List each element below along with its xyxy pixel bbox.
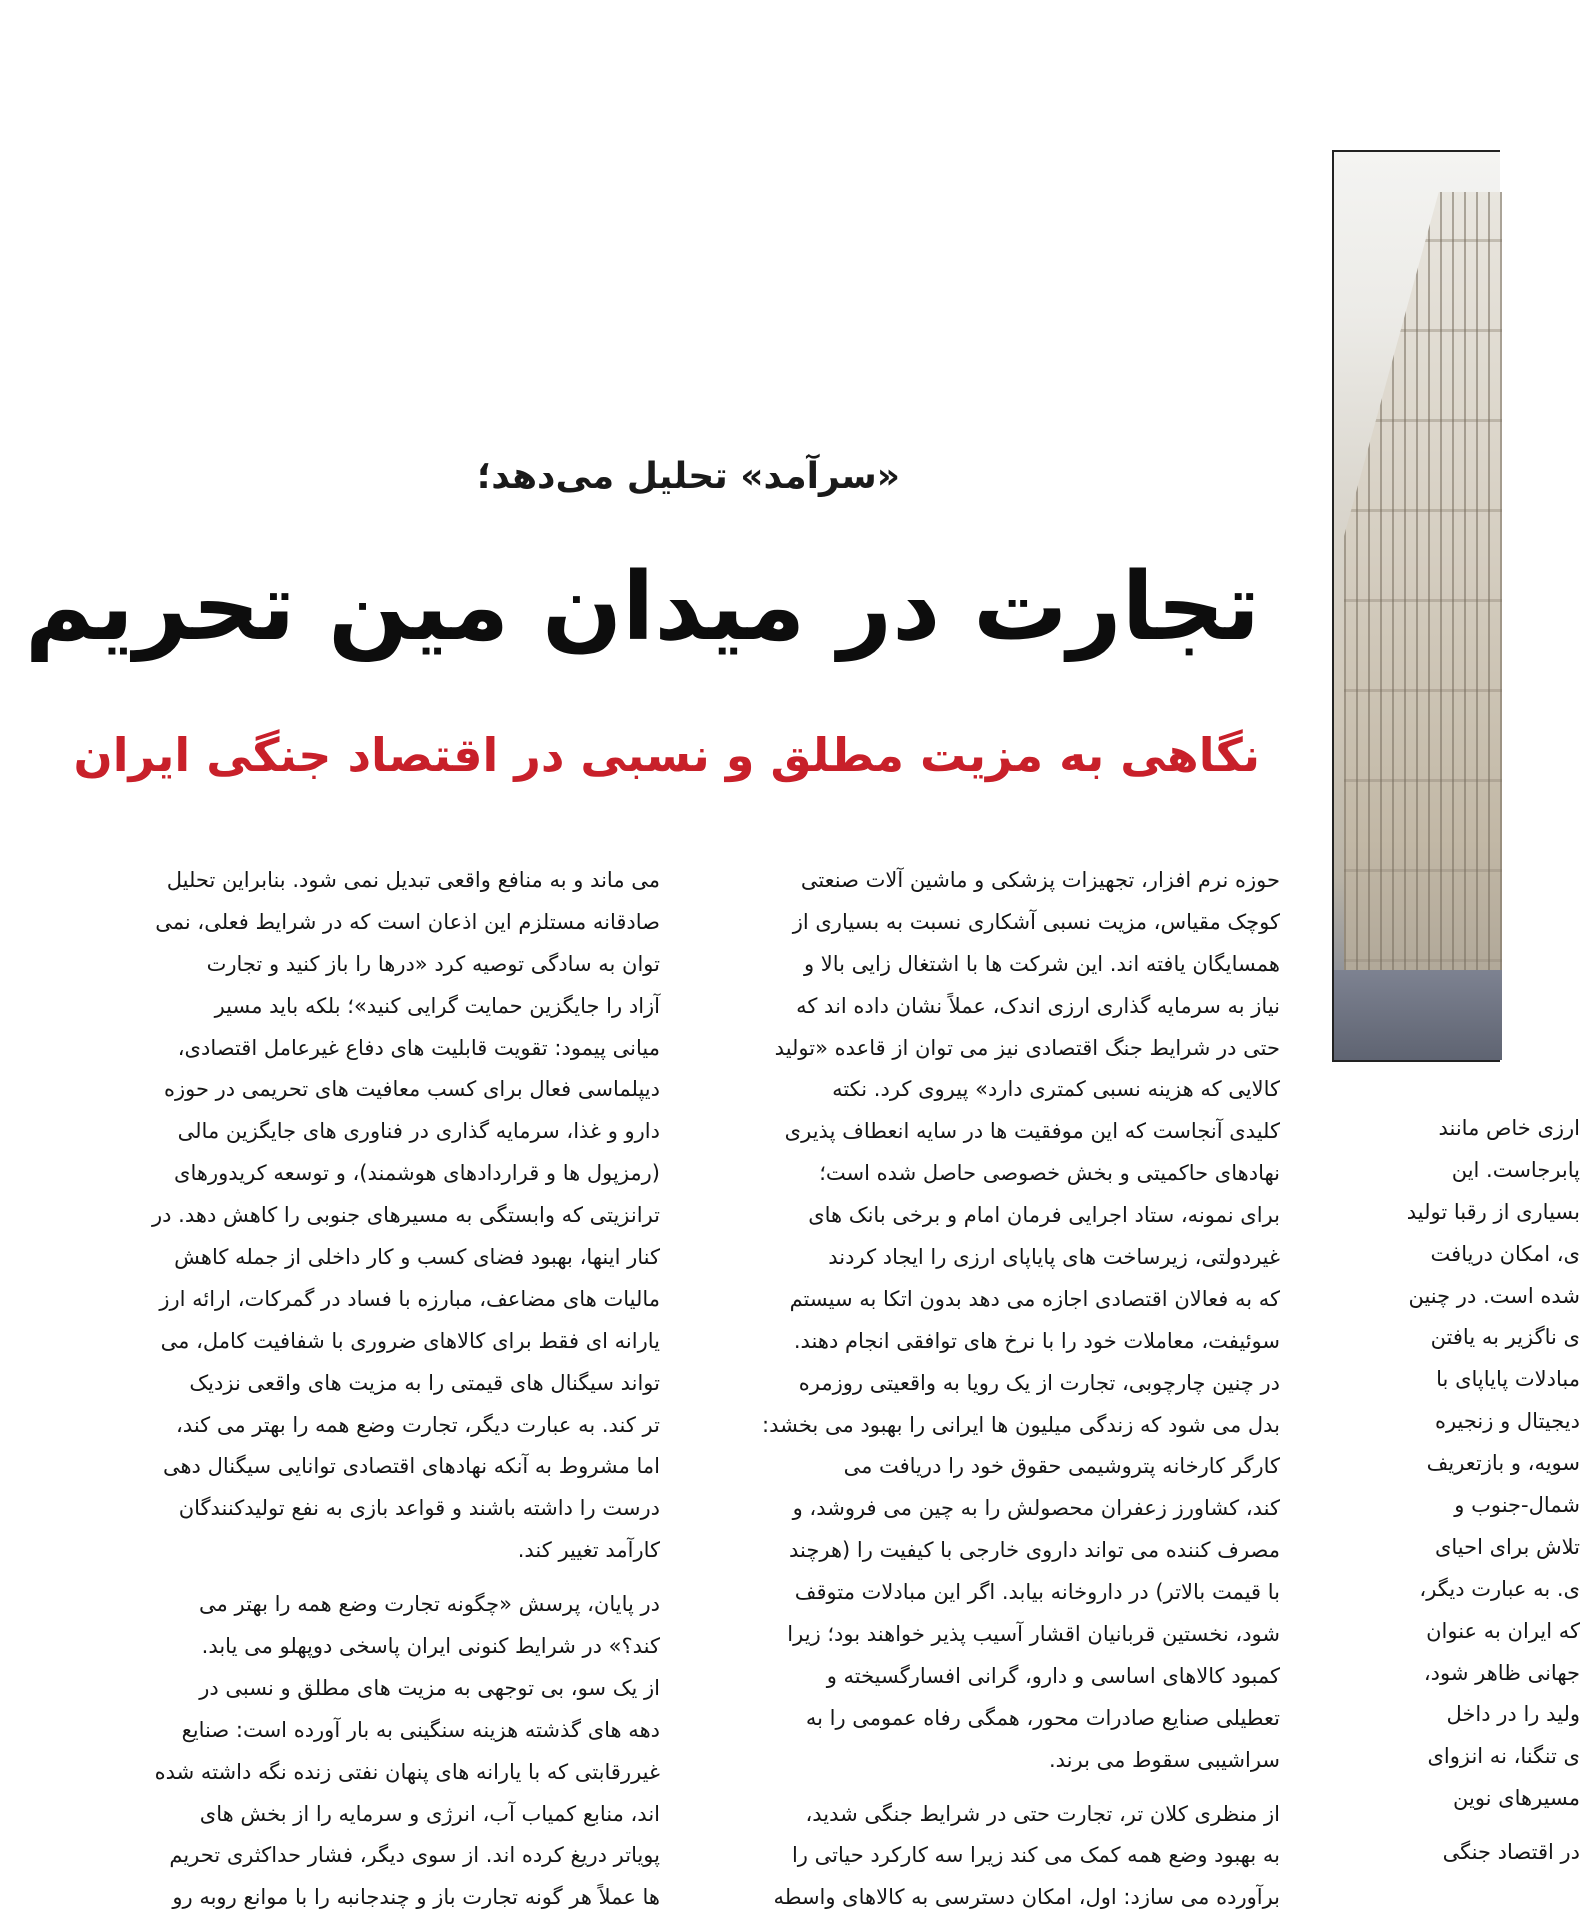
text-line: با قیمت بالاتر) در داروخانه بیابد. اگر این مبادلات متوقف [794,1580,1280,1605]
text-line: سوئیفت، معاملات خود را با نرخ های توافقی انجام دهند. [793,1328,1280,1353]
article-subtitle: نگاهی به مزیت مطلق و نسبی در اقتصاد جنگی ایران [73,728,1260,782]
text-line: سویه، و بازتعریف [1426,1451,1580,1476]
text-line: تر کند. به عبارت دیگر، تجارت وضع همه را بهتر می کند، [176,1412,660,1437]
text-line: برای نمونه، ستاد اجرایی فرمان امام و برخی بانک های [808,1203,1280,1228]
text-line: که ایران به عنوان [1426,1618,1580,1643]
text-line: میانی پیمود: تقویت قابلیت های دفاع غیرعامل اقتصادی، [177,1035,660,1060]
text-line: درست را داشته باشند و قواعد بازی به نفع تولیدکنندگان [178,1496,660,1521]
text-line: پویاتر دریغ کرده اند. از سوی دیگر، فشار حداکثری تحریم [169,1843,660,1868]
text-line: اما مشروط به آنکه نهادهای اقتصادی توانایی سیگنال دهی [162,1454,660,1479]
text-line: (رمزپول ها و قراردادهای هوشمند)، و توسعه کریدورهای [174,1161,660,1186]
text-line: که به فعالان اقتصادی اجازه می دهد بدون اتکا به سیستم [789,1286,1280,1311]
text-line: یارانه ای فقط برای کالاهای ضروری با شفافیت کامل، می [160,1328,660,1353]
text-line: در چنین چارچوبی، تجارت از یک رویا به واقعیتی روزمره [798,1370,1280,1395]
text-line: حوزه نرم افزار، تجهیزات پزشکی و ماشین آلات صنعتی [800,868,1280,892]
text-line: کالایی که هزینه نسبی کمتری دارد» پیروی کرد. نکته [832,1077,1280,1102]
body-column-left [86,860,660,1910]
text-line: آزاد را جایگزین حمایت گرایی کنید»؛ بلکه باید مسیر [214,993,660,1018]
text-line: تواند سیگنال های قیمتی را به مزیت های واقعی نزدیک [189,1370,660,1395]
text-line: نیاز به سرمایه گذاری ارزی اندک، عملاً نشان داده اند که [796,993,1280,1018]
text-line: تعطیلی صنایع صادرات محور، همگی رفاه عمومی را به [805,1705,1280,1730]
text-line: غیررقابتی که با یارانه های پنهان نفتی زنده نگه داشته شده [154,1759,660,1784]
text-line: ی تنگنا، نه انزوای [1427,1744,1580,1769]
text-line: کارآمد تغییر کند. [517,1538,660,1563]
text-line: ولید را در داخل [1446,1702,1580,1727]
text-line: تلاش برای احیای [1434,1534,1580,1559]
containers-photo [1332,150,1500,1062]
text-line: می ماند و به منافع واقعی تبدیل نمی شود. بنابراین تحلیل [166,868,660,892]
text-line: ها عملاً هر گونه تجارت باز و چندجانبه را با موانع روبه رو [172,1885,660,1910]
text-line: کمبود کالاهای اساسی و دارو، گرانی افسارگسیخته و [826,1663,1280,1688]
text-line: مسیرهای نوین [1452,1786,1580,1811]
body-column-right [708,860,1280,1910]
text-line: کوچک مقیاس، مزیت نسبی آشکاری نسبت به بسیاری از [792,909,1280,934]
text-line: در اقتصاد جنگی [1442,1840,1580,1865]
text-line: همسایگان یافته اند. این شرکت ها با اشتغال زایی بالا و [803,951,1280,976]
text-line: بسیاری از رقبا تولید [1406,1199,1580,1224]
text-line: ی. به عبارت دیگر، [1419,1576,1580,1601]
text-line: نهادهای حاکمیتی و بخش خصوصی حاصل شده است؛ [819,1161,1280,1186]
text-line: دهه های گذشته هزینه سنگینی به بار آورده است: صنایع [181,1717,660,1742]
text-line: کلیدی آنجاست که این موفقیت ها در سایه انعطاف پذیری [784,1119,1280,1144]
text-line: ارزی خاص مانند [1438,1116,1580,1140]
text-line: کند، کشاورز زعفران محصولش را به چین می فروشد، و [792,1496,1280,1521]
body-column-far-right [1330,1108,1580,1891]
paragraph-gap [708,1782,1280,1794]
text-line: مصرف کننده می تواند داروی خارجی با کیفیت را (هرچند [789,1538,1280,1563]
text-line: کند؟» در شرایط کنونی ایران پاسخی دوپهلو می یابد. [201,1634,660,1659]
paragraph-gap [86,1572,660,1584]
photo-ground [1334,970,1502,1060]
text-line: غیردولتی، زیرساخت های پایاپای ارزی را ایجاد کردند [828,1245,1280,1270]
text-line: دیپلماسی فعال برای کسب معافیت های تحریمی در حوزه [163,1077,660,1102]
text-line: اند، منابع کمیاب آب، انرژی و سرمایه را از بخش های [199,1801,660,1826]
text-line: کنار اینها، بهبود فضای کسب و کار داخلی از جمله کاهش [174,1245,660,1270]
text-line: از منظری کلان تر، تجارت حتی در شرایط جنگی شدید، [805,1801,1280,1826]
text-line: شده است. در چنین [1408,1283,1580,1308]
text-line: صادقانه مستلزم این اذعان است که در شرایط فعلی، نمی [155,909,660,934]
text-line: مبادلات پایاپای با [1436,1367,1580,1392]
text-line: کارگر کارخانه پتروشیمی حقوق خود را دریافت می [843,1454,1280,1479]
text-line: سراشیبی سقوط می برند. [1048,1747,1280,1772]
text-line: شمال-جنوب و [1454,1493,1580,1518]
text-line: ی، امکان دریافت [1430,1241,1580,1266]
text-line: به بهبود وضع همه کمک می کند زیرا سه کارکرد حیاتی را [791,1843,1280,1868]
text-line: پابرجاست. این [1451,1157,1580,1182]
text-line: جهانی ظاهر شود، [1423,1660,1580,1685]
text-line: برآورده می سازد: اول، امکان دسترسی به کالاهای واسطه [773,1885,1280,1910]
text-line: در پایان، پرسش «چگونه تجارت وضع همه را بهتر می [199,1592,660,1617]
text-line: مالیات های مضاعف، مبارزه با فساد در گمرکات، ارائه ارز [159,1286,660,1311]
text-line: از یک سو، بی توجهی به مزیت های مطلق و نسبی در [199,1675,660,1700]
text-line: دیجیتال و زنجیره [1434,1409,1580,1434]
text-line: حتی در شرایط جنگ اقتصادی نیز می توان از قاعده «تولید [774,1035,1280,1060]
paragraph-gap [1330,1820,1580,1832]
article-title: تجارت در میدان مین تحریم [24,553,1260,662]
text-line: بدل می شود که زندگی میلیون ها ایرانی را بهبود می بخشد: [762,1412,1280,1437]
text-line: توان به سادگی توصیه کرد «درها را باز کنید و تجارت [206,951,660,976]
text-line: ترانزیتی که وابستگی به مسیرهای جنوبی را کاهش دهد. در [152,1203,660,1228]
container-stack-image [1344,192,1502,1052]
article-kicker: «سرآمد» تحلیل می‌دهد؛ [476,456,900,497]
text-line: دارو و غذا، سرمایه گذاری در فناوری های جایگزین مالی [177,1119,660,1144]
text-line: شود، نخستین قربانیان اقشار آسیب پذیر خواهند بود؛ زیرا [787,1622,1280,1647]
text-line: ی ناگزیر به یافتن [1430,1325,1580,1350]
